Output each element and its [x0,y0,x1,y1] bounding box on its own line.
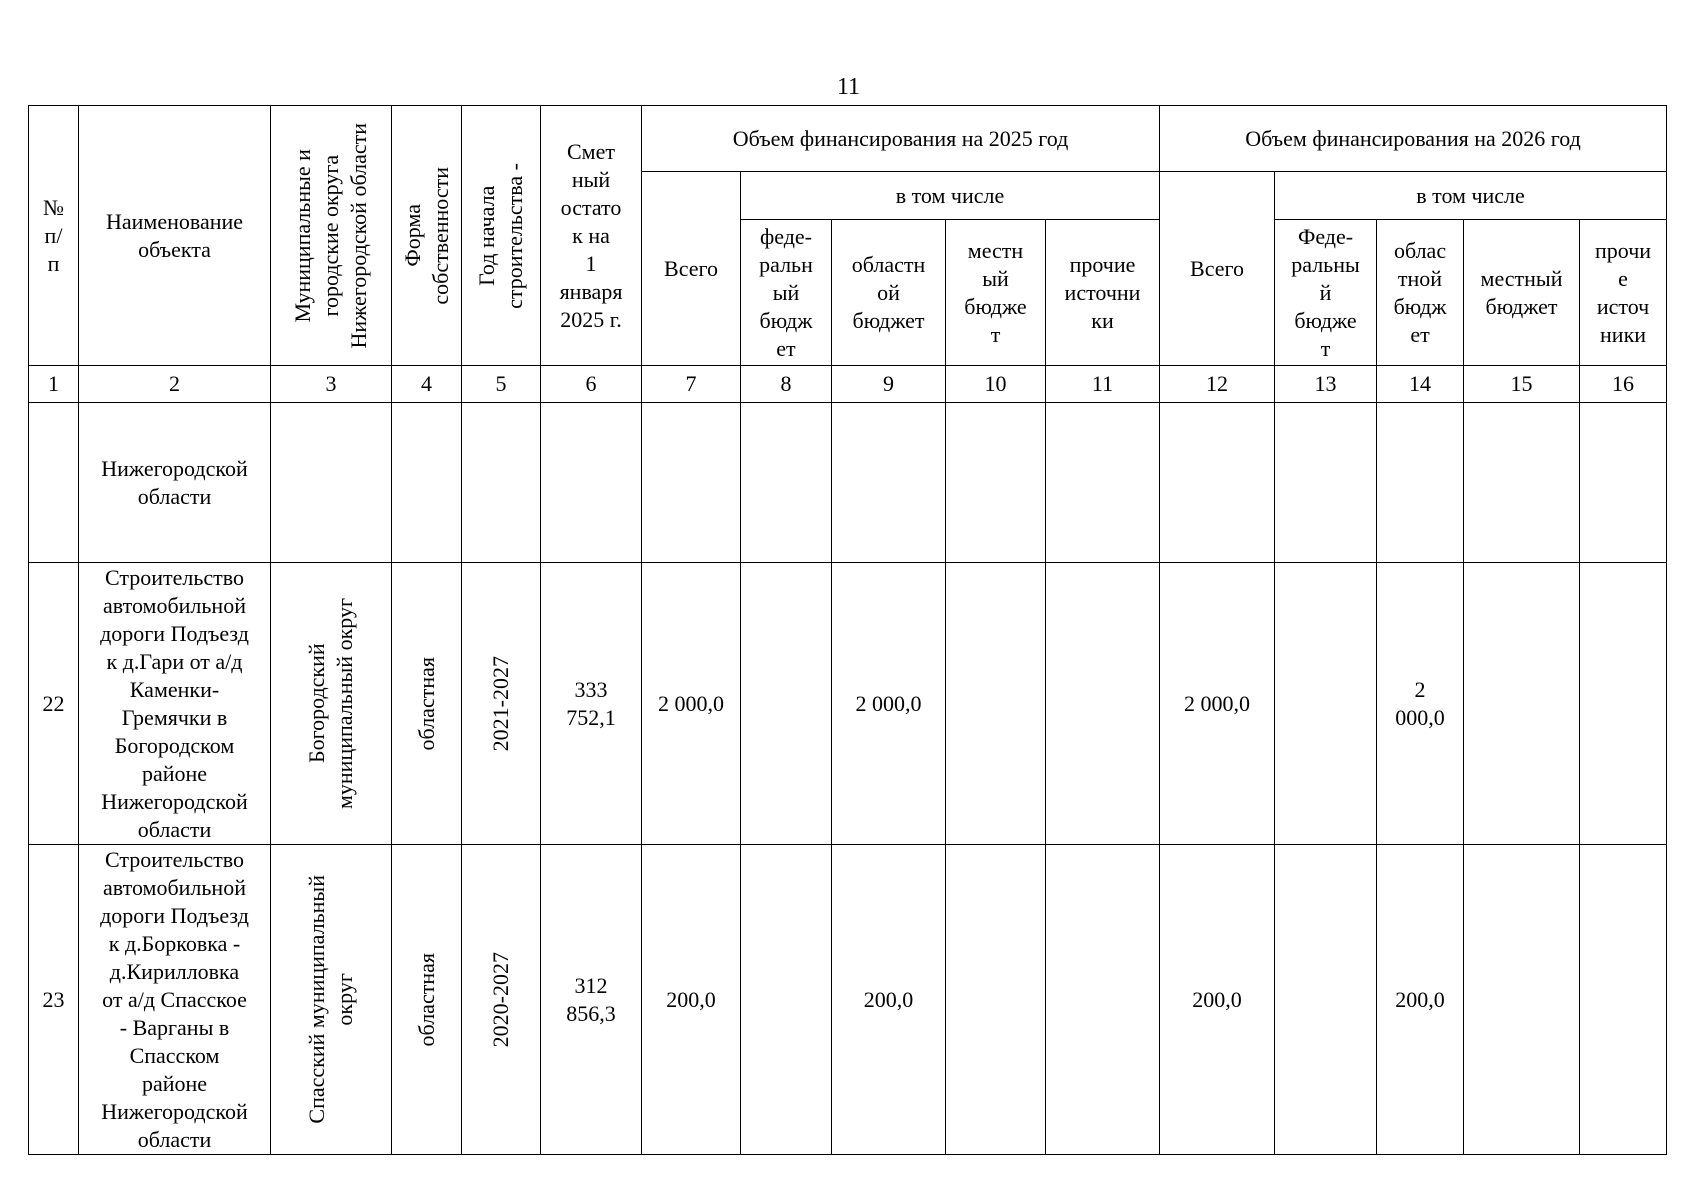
header-other-2026: прочи е источ ники [1580,220,1667,366]
cell-num [29,403,79,563]
cell-federal-2026 [1275,563,1377,845]
cell-other-2025 [1046,845,1160,1155]
cell-years-text: 2021-2027 [488,655,513,752]
cell-other-2026 [1580,563,1667,845]
cell-district [271,563,392,845]
cell-years [462,563,541,845]
cell-local-2026 [1464,563,1580,845]
column-number: 10 [946,366,1046,403]
column-number: 9 [832,366,946,403]
cell-regional-2025 [832,403,946,563]
cell-district-text: Спасский муниципальный округ [304,875,357,1124]
header-start-year-text: Год начала строительства - [474,162,527,309]
cell-num: 23 [29,845,79,1155]
cell-ownership [392,845,462,1155]
cell-total-2025: 200,0 [642,845,741,1155]
header-district [271,106,392,366]
column-number: 11 [1046,366,1160,403]
cell-total-2026 [1160,403,1275,563]
financing-table [28,105,1667,1155]
cell-ownership-text: областная [413,952,439,1047]
cell-years [462,845,541,1155]
cell-balance [541,403,642,563]
cell-local-2026 [1464,845,1580,1155]
header-federal-2025: феде- ральн ый бюдж ет [741,220,832,366]
column-number: 12 [1160,366,1275,403]
header-ownership [392,106,462,366]
column-number: 13 [1275,366,1377,403]
cell-object-name: Строительство автомобильной дороги Подъезд к д.Борковка - д.Кирилловка от а/д Спасское - Варганы в Спасском районе Нижегородской области [79,845,271,1155]
header-total-2026: Всего [1160,172,1275,366]
header-start-year [462,106,541,366]
header-including-2025: в том числе [741,172,1160,220]
header-group-2025: Объем финансирования на 2025 год [642,106,1160,172]
header-local-2026: местный бюджет [1464,220,1580,366]
cell-federal-2025 [741,403,832,563]
header-district-text: Муниципальные и городские округа Нижегородской области [290,122,371,349]
column-number: 4 [392,366,462,403]
cell-other-2025 [1046,403,1160,563]
cell-regional-2026 [1377,403,1464,563]
header-federal-2026: Феде- ральны й бюдже т [1275,220,1377,366]
column-number: 5 [462,366,541,403]
header-regional-2025: областн ой бюджет [832,220,946,366]
cell-regional-2025: 2 000,0 [832,563,946,845]
cell-local-2025 [946,563,1046,845]
column-number: 2 [79,366,271,403]
cell-other-2025 [1046,563,1160,845]
table-row [29,563,1667,845]
header-local-2025: местн ый бюдже т [946,220,1046,366]
cell-district [271,403,392,563]
column-number: 16 [1580,366,1667,403]
cell-ownership [392,403,462,563]
cell-total-2025 [642,403,741,563]
header-total-2025: Всего [642,172,741,366]
cell-other-2026 [1580,845,1667,1155]
column-number: 15 [1464,366,1580,403]
cell-federal-2026 [1275,845,1377,1155]
cell-local-2025 [946,845,1046,1155]
header-num: № п/ п [29,106,79,366]
cell-regional-2026: 2 000,0 [1377,563,1464,845]
column-number: 6 [541,366,642,403]
cell-local-2025 [946,403,1046,563]
cell-total-2026: 200,0 [1160,845,1275,1155]
cell-ownership [392,563,462,845]
cell-years-text: 2020-2027 [488,951,513,1048]
cell-local-2026 [1464,403,1580,563]
cell-years [462,403,541,563]
cell-total-2026: 2 000,0 [1160,563,1275,845]
cell-object-name: Нижегородской области [79,403,271,563]
table-row [29,845,1667,1155]
cell-federal-2025 [741,563,832,845]
cell-balance: 333 752,1 [541,563,642,845]
header-object-name: Наименование объекта [79,106,271,366]
column-number: 14 [1377,366,1464,403]
cell-district [271,845,392,1155]
cell-other-2026 [1580,403,1667,563]
cell-federal-2025 [741,845,832,1155]
column-number: 3 [271,366,392,403]
cell-ownership-text: областная [413,656,439,751]
table-row [29,403,1667,563]
header-other-2025: прочие источни ки [1046,220,1160,366]
cell-district-text: Богородский муниципальный округ [304,597,357,809]
cell-num: 22 [29,563,79,845]
cell-regional-2026: 200,0 [1377,845,1464,1155]
column-number: 8 [741,366,832,403]
header-regional-2026: облас тной бюдж ет [1377,220,1464,366]
header-balance: Смет ный остато к на 1 января 2025 г. [541,106,642,366]
cell-federal-2026 [1275,403,1377,563]
header-group-2026: Объем финансирования на 2026 год [1160,106,1667,172]
cell-total-2025: 2 000,0 [642,563,741,845]
cell-balance: 312 856,3 [541,845,642,1155]
header-ownership-text: Форма собственности [399,166,453,305]
column-number: 7 [642,366,741,403]
column-numbers-row [29,366,1667,403]
cell-object-name: Строительство автомобильной дороги Подъезд к д.Гари от а/д Каменки- Гремячки в Богородском районе Нижегородской области [79,563,271,845]
page-number: 11 [836,74,861,100]
cell-regional-2025: 200,0 [832,845,946,1155]
column-number: 1 [29,366,79,403]
header-including-2026: в том числе [1275,172,1667,220]
